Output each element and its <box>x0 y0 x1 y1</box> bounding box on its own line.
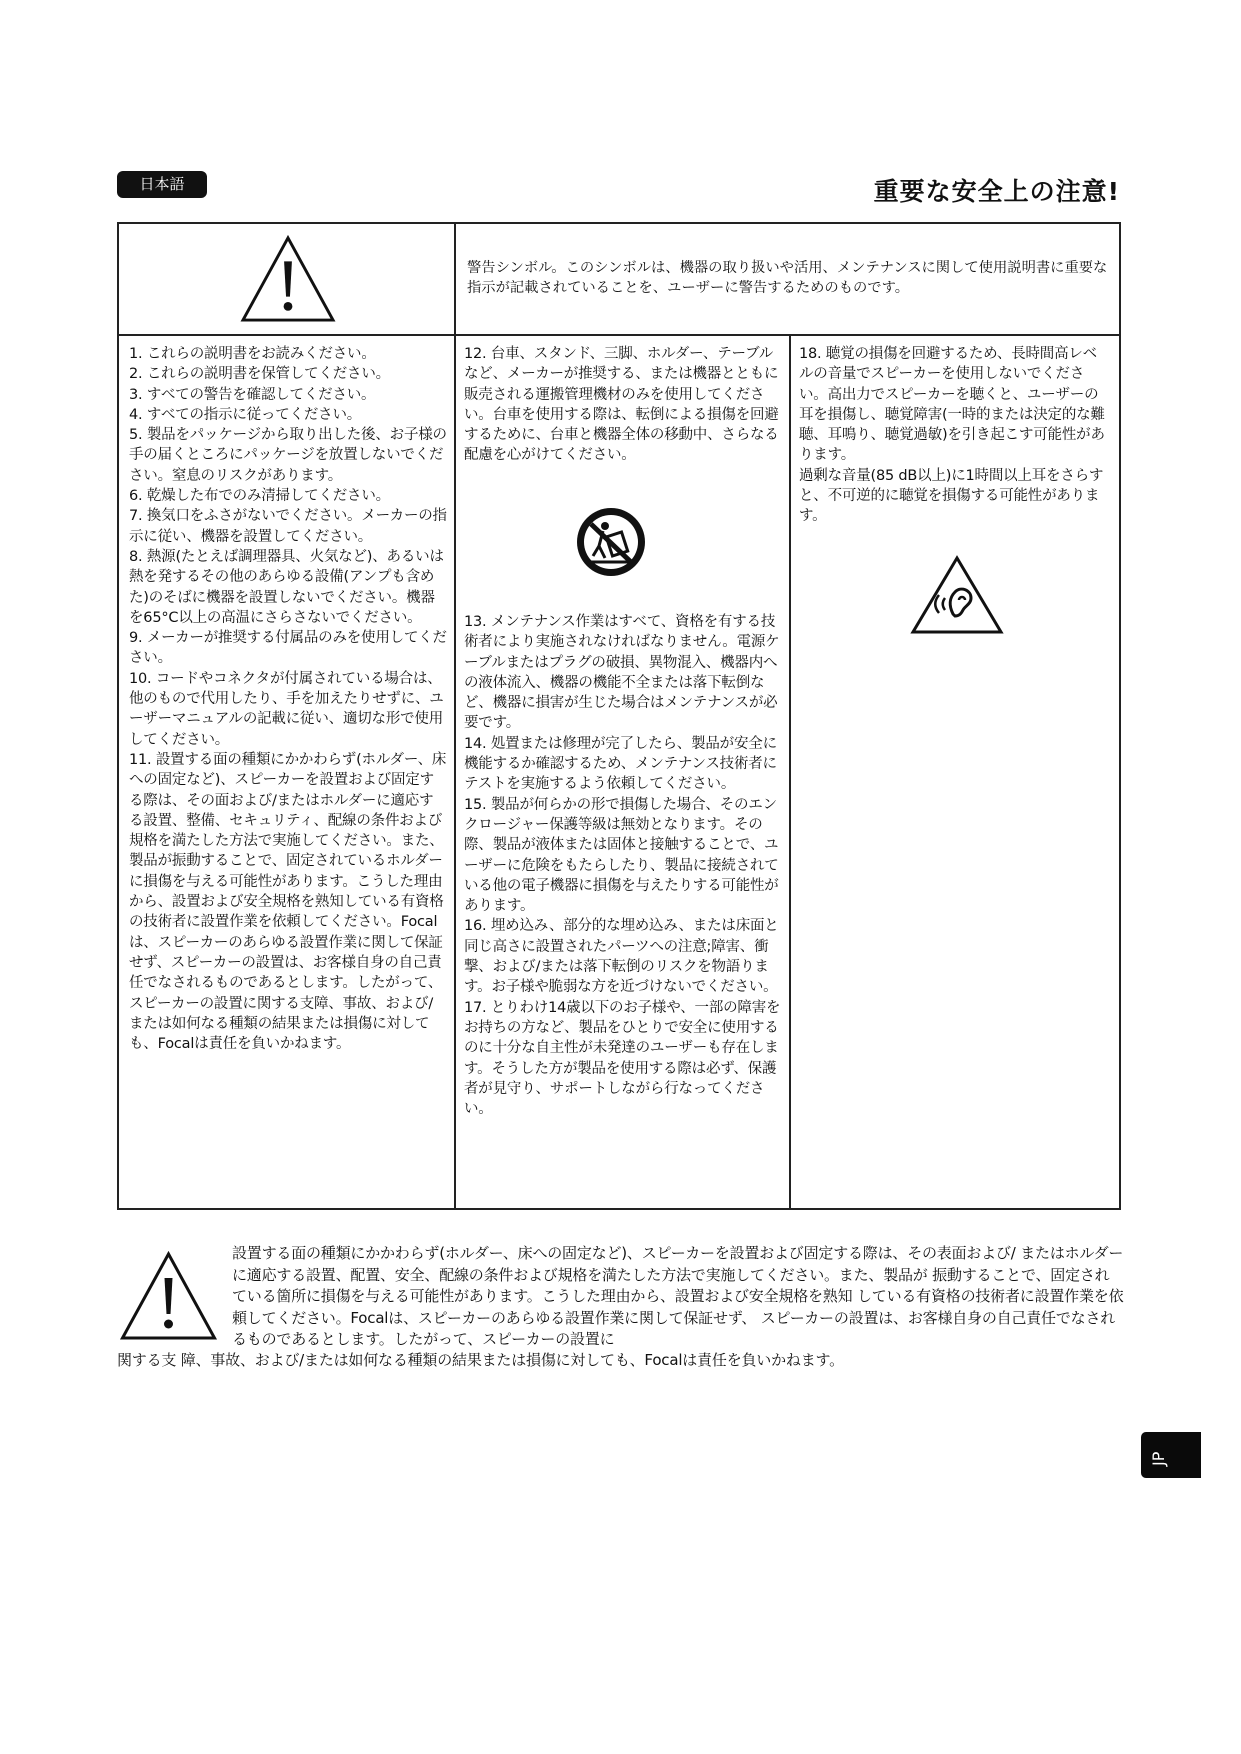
instruction-item: 5. 製品をパッケージから取り出した後、お子様の手の届くところにパッケージを放置しないでください。窒息のリスクがあります。 <box>129 427 447 484</box>
language-side-tab-label: JP <box>1149 1451 1168 1466</box>
installation-notice: 設置する面の種類にかかわらず(ホルダー、床への固定など)、スピーカーを設置および固定する際は、その表面および/ またはホルダーに適応する設置、配置、安全、配線の条件および規格を満たした方法で実施してください。また、製品が 振動することで、固定されている箇所に損傷を与える可能性があります。こうした理由から、設置および安全規格を熟知 している有資格の技術者に設置作業を依頼してください。Focalは、スピーカーのあらゆる設置作業に関して保証せず、 スピーカーの設置は、お客様自身の自己責任でなされるものであるとします。したがって、スピーカーの設置に <box>232 1244 1124 1348</box>
table-divider <box>119 334 1119 336</box>
cart-tipover-icon <box>575 506 647 578</box>
instruction-item: 14. 処置または修理が完了したら、製品が安全に機能するか確認するため、メンテナンス技術者にテストを実施するよう依頼してください。 <box>464 735 777 793</box>
instructions-column-2-top <box>464 344 782 466</box>
warning-triangle-icon <box>117 1250 220 1342</box>
installation-notice-last-line: 関する支 障、事故、および/または如何なる種類の結果または損傷に対しても、Focalは責任を負いかねます。 <box>117 1351 844 1369</box>
instructions-column-2-bottom <box>464 612 782 1119</box>
page-title: 重要な安全上の注意! <box>873 177 1120 206</box>
instruction-item: 過剰な音量(85 dB以上)に1時間以上耳をさらすと、不可逆的に聴覚を損傷する可能性があります。 <box>799 467 1104 525</box>
safety-table <box>117 222 1121 1210</box>
instruction-item: 8. 熱源(たとえば調理器具、火気など)、あるいは熱を発するその他のあらゆる設備(アンプも含めた)のそばに機器を設置しないでください。機器を65°C以上の高温にさらさないでください。 <box>129 548 444 626</box>
warning-triangle-icon <box>239 234 337 324</box>
ear-hearing-icon <box>909 554 1005 636</box>
table-divider <box>454 224 456 1208</box>
instruction-item: 11. 設置する面の種類にかかわらず(ホルダー、床への固定など)、スピーカーを設置および固定する際は、その面および/またはホルダーに適応する設置、整備、セキュリティ、配線の条件および規格を満たした方法で実施してください。また、製品が振動することで、固定されているホルダーに損傷を与える可能性があります。こうした理由から、設置および安全規格を熟知している有資格の技術者に設置作業を依頼してください。Focalは、スピーカーのあらゆる設置作業に関して保証せず、スピーカーの設置は、お客様自身の自己責任でなされるものであるとします。したがって、スピーカーの設置に関する支障、事故、および/または如何なる種類の結果または損傷に対しても、Focalは責任を負いかねます。 <box>129 751 447 1053</box>
instruction-item: 13. メンテナンス作業はすべて、資格を有する技術者により実施されなければなりません。電源ケーブルまたはプラグの破損、異物混入、機器内への液体流入、機器の機能不全または落下転倒など、機器に損害が生じた場合はメンテナンスが必要です。 <box>464 614 780 732</box>
instruction-item: 16. 埋め込み、部分的な埋め込み、または床面と同じ高さに設置されたパーツへの注意;障害、衝撃、および/または落下転倒のリスクを物語ります。お子様や脆弱な方を近づけないでください。 <box>464 918 779 996</box>
table-divider <box>789 334 791 1208</box>
instruction-item: 17. とりわけ14歳以下のお子様や、一部の障害をお持ちの方など、製品をひとりで安全に使用するのに十分な自主性が未発達のユーザーも存在します。そうした方が製品を使用する際は必ず、保護者が見守り、サポートしながら行なってください。 <box>464 999 781 1118</box>
instruction-item: 1. これらの説明書をお読みください。 <box>129 346 376 362</box>
instruction-item: 9. メーカーが推奨する付属品のみを使用してください。 <box>129 630 447 667</box>
instruction-item: 18. 聴覚の損傷を回避するため、長時間高レベルの音量でスピーカーを使用しないでください。高出力でスピーカーを聴くと、ユーザーの耳を損傷し、聴覚障害(一時的または決定的な難聴、耳鳴り、聴覚過敏)を引き起こす可能性があります。 <box>799 346 1105 464</box>
instruction-item: 3. すべての警告を確認してください。 <box>129 386 376 403</box>
instruction-item: 10. コードやコネクタが付属されている場合は、他のもので代用したり、手を加えたりせずに、ユーザーマニュアルの記載に従い、適切な形で使用してください。 <box>129 670 444 748</box>
language-side-tab <box>1141 1432 1201 1478</box>
instruction-item: 6. 乾燥した布でのみ清掃してください。 <box>129 488 390 505</box>
instructions-column-1 <box>129 344 447 1054</box>
warning-symbol-description: 警告シンボル。このシンボルは、機器の取り扱いや活用、メンテナンスに関して使用説明書に重要な指示が記載されていることを、ユーザーに警告するためのものです。 <box>467 260 1108 296</box>
instruction-item: 15. 製品が何らかの形で損傷した場合、そのエンクロージャー保護等級は無効となります。その際、製品が液体または固体と接触することで、ユーザーに危険をもたらしたり、製品に接続されている他の電子機器に損傷を与えたりする可能性があります。 <box>464 796 779 915</box>
instructions-column-3 <box>799 344 1111 527</box>
instruction-item: 2. これらの説明書を保管してください。 <box>129 366 390 383</box>
instruction-item: 12. 台車、スタンド、三脚、ホルダー、テーブルなど、メーカーが推奨する、または機器とともに販売される運搬管理機材のみを使用してください。台車を使用する際は、転倒による損傷を回避するために、台車と機器全体の移動中、さらなる配慮を心がけてください。 <box>464 346 779 464</box>
instruction-item: 4. すべての指示に従ってください。 <box>129 406 362 423</box>
instruction-item: 7. 換気口をふさがないでください。メーカーの指示に従い、機器を設置してください。 <box>129 508 447 545</box>
language-badge: 日本語 <box>117 171 207 198</box>
